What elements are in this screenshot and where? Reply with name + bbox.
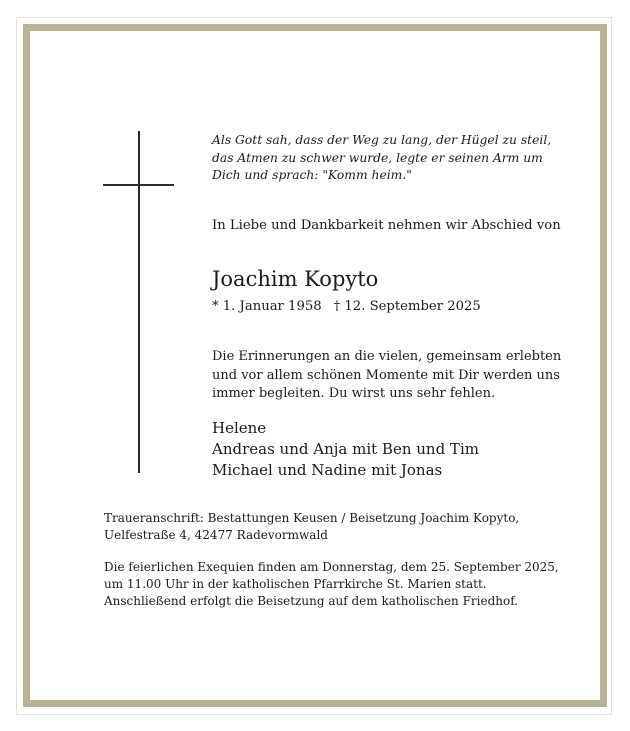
mourner: Helene (212, 419, 267, 437)
motto-line: Als Gott sah, dass der Weg zu lang, der Hügel zu steil, (212, 133, 552, 147)
cross-icon-bar (103, 184, 174, 186)
memory-line: immer begleiten. Du wirst uns sehr fehlen. (212, 386, 496, 401)
service-line: Anschließend erfolgt die Beisetzung auf dem katholischen Friedhof. (104, 594, 519, 608)
birth-date: * 1. Januar 1958 (212, 299, 322, 314)
service-line: um 11.00 Uhr in der katholischen Pfarrkirche St. Marien statt. (104, 577, 487, 591)
service-info (104, 559, 564, 610)
mourning-address (104, 510, 544, 544)
address-line: Uelfestraße 4, 42477 Radevormwald (104, 528, 328, 542)
motto-line: Dich und sprach: "Komm heim." (212, 168, 412, 182)
deceased-name: Joachim Kopyto (212, 267, 379, 291)
memory-text (212, 348, 572, 404)
memory-line: Die Erinnerungen an die vielen, gemeinsam erlebten (212, 349, 562, 364)
death-date: † 12. September 2025 (333, 299, 481, 314)
memory-line: und vor allem schönen Momente mit Dir werden uns (212, 367, 560, 383)
motto-line: das Atmen zu schwer wurde, legte er seinen Arm um (212, 150, 543, 165)
mourner: Andreas und Anja mit Ben und Tim (212, 440, 479, 458)
service-line: Die feierlichen Exequien finden am Donnerstag, dem 25. September 2025, (104, 560, 559, 574)
life-dates (212, 299, 481, 314)
mourner: Michael und Nadine mit Jonas (212, 461, 443, 479)
address-line: Traueranschrift: Bestattungen Keusen / Beisetzung Joachim Kopyto, (104, 511, 520, 525)
motto-verse (212, 132, 552, 185)
cross-icon (138, 131, 140, 473)
mourners-list (212, 418, 479, 481)
intro-text: In Liebe und Dankbarkeit nehmen wir Abschied von (212, 218, 561, 233)
